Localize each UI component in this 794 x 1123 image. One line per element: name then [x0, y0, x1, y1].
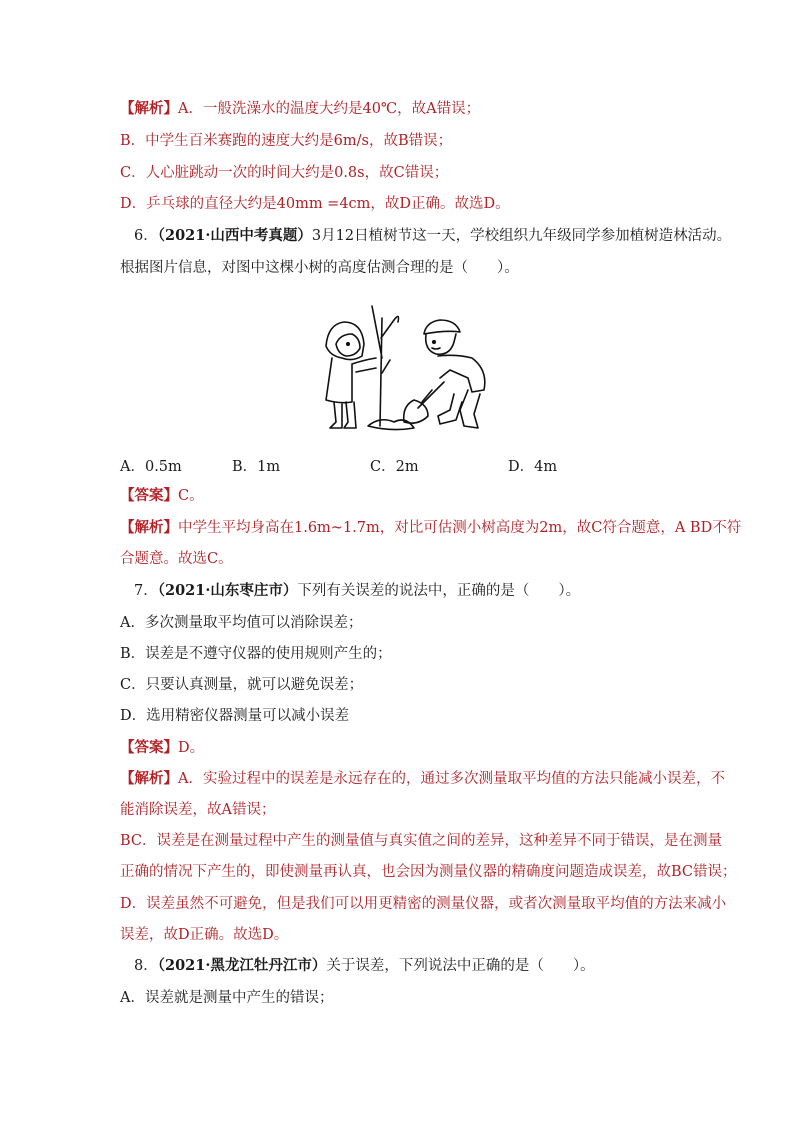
q5-analysis-b: B．中学生百米赛跑的速度大约是6m/s，故B错误； [120, 133, 453, 149]
q6-answer-value: C。 [178, 488, 204, 504]
q6-option-d[interactable]: D．4m [508, 459, 558, 475]
boy-head [424, 320, 460, 334]
q7-analysis-bc2: 正确的情况下产生的，即使测量再认真，也会因为测量仪器的精确度问题造成误差，故BC错误； [120, 864, 737, 880]
dirt-mound [368, 420, 414, 430]
analysis-tag: 【解析】 [120, 519, 178, 536]
q5-analysis-a-text: A．一般洗澡水的温度大约是40℃，故A错误； [178, 101, 481, 117]
analysis-tag: 【解析】 [120, 100, 178, 117]
q7-analysis-a1 [120, 768, 725, 790]
answer-tag: 【答案】 [120, 739, 178, 756]
boy-body [438, 355, 485, 428]
question-source: （2021·山东枣庄市） [157, 582, 298, 599]
q5-analysis-c: C．人心脏跳动一次的时间大约是0.8s，故C错误； [120, 165, 449, 181]
q6-option-c[interactable]: C．2m [370, 459, 419, 475]
question-number: 7． [134, 583, 158, 599]
q7-analysis-bc1: BC．误差是在测量过程中产生的测量值与真实值之间的差异，这种差异不同于错误，是在测量 [120, 833, 723, 849]
q6-answer [120, 485, 204, 507]
q8-stem-text: 关于误差，下列说法中正确的是（ ）。 [326, 958, 595, 974]
answer-tag: 【答案】 [120, 487, 178, 504]
q7-option-b[interactable]: B．误差是不遵守仪器的使用规则产生的； [120, 646, 392, 662]
q7-answer-value: D。 [178, 740, 205, 756]
tree-planting-figure [322, 298, 498, 440]
q6-option-a[interactable]: A．0.5m [120, 459, 182, 475]
q5-analysis-a [120, 98, 480, 120]
q7-option-c[interactable]: C．只要认真测量，就可以避免误差； [120, 677, 364, 693]
analysis-tag: 【解析】 [120, 770, 178, 787]
q6-stem-line-2: 根据图片信息，对图中这棵小树的高度估测合理的是（ ）。 [120, 260, 519, 276]
q7-stem [134, 580, 580, 602]
q6-analysis-1 [120, 517, 741, 539]
q7-analysis-d1: D．误差虽然不可避免，但是我们可以用更精密的测量仪器，或者次测量取平均值的方法来减小 [120, 896, 727, 912]
q7-answer [120, 737, 204, 759]
q6-analysis-text-1: 中学生平均身高在1.6m~1.7m，对比可估测小树高度为2m，故C符合题意，A BD不符 [178, 520, 742, 536]
girl-body [326, 358, 376, 428]
question-number: 6． [134, 228, 158, 244]
q7-stem-text: 下列有关误差的说法中，正确的是（ ）。 [297, 583, 581, 599]
question-number: 8． [134, 958, 158, 974]
tree-trunk [372, 306, 399, 426]
question-source: （2021·黑龙江牡丹江市） [157, 957, 327, 974]
q6-analysis-2: 合题意。故选C。 [120, 551, 233, 567]
q6-options [120, 455, 680, 477]
q7-analysis-d2: 误差，故D正确。故选D。 [120, 927, 289, 943]
q7-analysis-a2: 能消除误差，故A错误； [120, 802, 276, 818]
q8-stem [134, 955, 595, 977]
q7-option-d[interactable]: D．选用精密仪器测量可以减小误差 [120, 708, 350, 724]
q7-analysis-a-text: A．实验过程中的误差是永远存在的，通过多次测量取平均值的方法只能减小误差，不 [178, 771, 725, 787]
q7-option-a[interactable]: A．多次测量取平均值可以消除误差； [120, 615, 363, 631]
q6-stem-line-1 [134, 225, 731, 247]
question-source: （2021·山西中考真题） [157, 227, 312, 244]
q8-option-a[interactable]: A．误差就是测量中产生的错误； [120, 990, 334, 1006]
q6-option-b[interactable]: B．1m [232, 459, 281, 475]
q5-analysis-d: D．乒乓球的直径大约是40mm =4cm，故D正确。故选D。 [120, 196, 510, 212]
q6-stem-text-1: 3月12日植树节这一天，学校组织九年级同学参加植树造林活动。 [311, 228, 732, 244]
